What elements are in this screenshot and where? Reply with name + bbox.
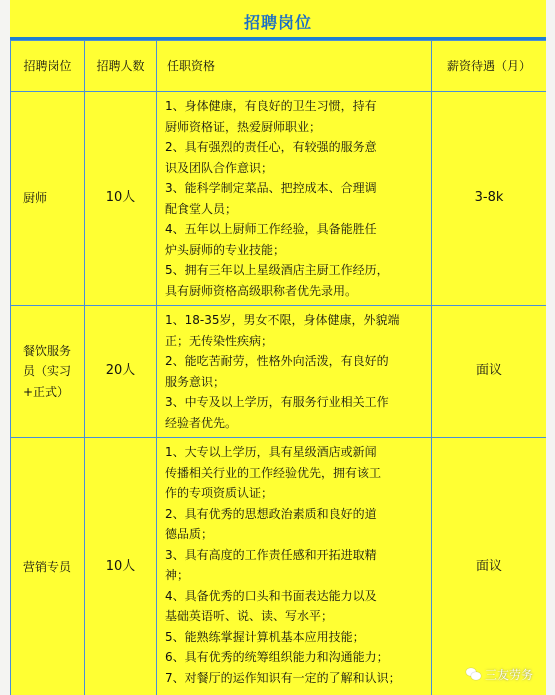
requirement-line: 4、五年以上厨师工作经验，具备能胜任 <box>165 222 377 236</box>
recruitment-sheet <box>10 0 546 695</box>
wechat-icon <box>466 668 481 681</box>
table-header-row <box>11 41 547 92</box>
requirement-line: 3、能科学制定菜品、把控成本、合理调 <box>165 181 377 195</box>
requirement-line: 厨师资格证，热爱厨师职业； <box>165 119 322 134</box>
watermark <box>466 664 533 684</box>
requirement-line: 4、具备优秀的口头和书面表达能力以及 <box>165 588 377 603</box>
requirement-line: 1、身体健康，有良好的卫生习惯，持有 <box>165 99 377 113</box>
table-row-waiter <box>11 306 547 438</box>
requirement-line: 3、具有高度的工作责任感和开拓进取精 <box>165 547 377 562</box>
table-row-marketing <box>11 438 547 695</box>
count-cell: 20人 <box>85 306 157 438</box>
position-cell: 餐饮服务员（实习+正式） <box>11 306 85 438</box>
requirement-line: 经验者优先。 <box>165 415 238 430</box>
requirement-line: 3、中专及以上学历，有服务行业相关工作 <box>165 395 389 409</box>
requirement-line: 具有厨师资格高级职称者优先录用。 <box>165 283 358 298</box>
requirement-line: 2、能吃苦耐劳，性格外向活泼，有良好的 <box>165 354 389 368</box>
requirement-line: 炉头厨师的专业技能； <box>165 242 286 257</box>
requirement-line: 5、拥有三年以上星级酒店主厨工作经历， <box>165 263 389 277</box>
salary-cell: 3-8k <box>432 92 547 306</box>
salary-cell: 面议 <box>432 438 547 695</box>
position-cell: 厨师 <box>11 92 85 306</box>
page-title: 招聘岗位 <box>243 13 312 32</box>
header-requirements: 任职资格 <box>157 41 432 92</box>
requirement-line: 1、18-35岁，男女不限，身体健康，外貌端 <box>165 313 400 327</box>
requirement-line: 正；无传染性疾病； <box>165 333 274 348</box>
requirement-line: 神； <box>165 568 190 582</box>
requirement-line: 传播相关行业的工作经验优先，拥有该工 <box>165 465 382 480</box>
requirement-line: 2、具有优秀的思想政治素质和良好的道 <box>165 506 377 521</box>
requirements-cell <box>157 306 432 438</box>
requirement-line: 服务意识； <box>165 374 226 389</box>
requirement-line: 1、大专以上学历，具有星级酒店或新闻 <box>165 445 377 459</box>
requirement-line: 作的专项资质认证； <box>165 486 274 500</box>
requirement-line: 7、对餐厅的运作知识有一定的了解和认识； <box>165 670 401 685</box>
requirement-line: 基础英语听、说、读、写水平； <box>165 609 334 623</box>
requirement-line: 识及团队合作意识； <box>165 160 274 175</box>
count-cell: 10人 <box>85 438 157 695</box>
requirements-cell <box>157 438 432 695</box>
requirement-line: 德品质； <box>165 527 214 541</box>
requirement-line: 5、能熟练掌握计算机基本应用技能； <box>165 629 365 644</box>
table-row-chef <box>11 92 547 306</box>
positions-table <box>10 40 546 695</box>
watermark-text: 三友劳务 <box>485 667 534 682</box>
salary-cell: 面议 <box>432 306 547 438</box>
header-position: 招聘岗位 <box>11 41 85 92</box>
count-cell: 10人 <box>85 92 157 306</box>
requirement-line: 2、具有强烈的责任心，有较强的服务意 <box>165 140 377 154</box>
position-cell: 营销专员 <box>11 438 85 695</box>
title-bar <box>10 0 546 40</box>
header-count: 招聘人数 <box>85 41 157 92</box>
requirements-cell <box>157 92 432 306</box>
header-salary: 薪资待遇（月） <box>432 41 547 92</box>
requirement-line: 配食堂人员； <box>165 201 238 216</box>
requirement-line: 6、具有优秀的统筹组织能力和沟通能力； <box>165 650 389 664</box>
